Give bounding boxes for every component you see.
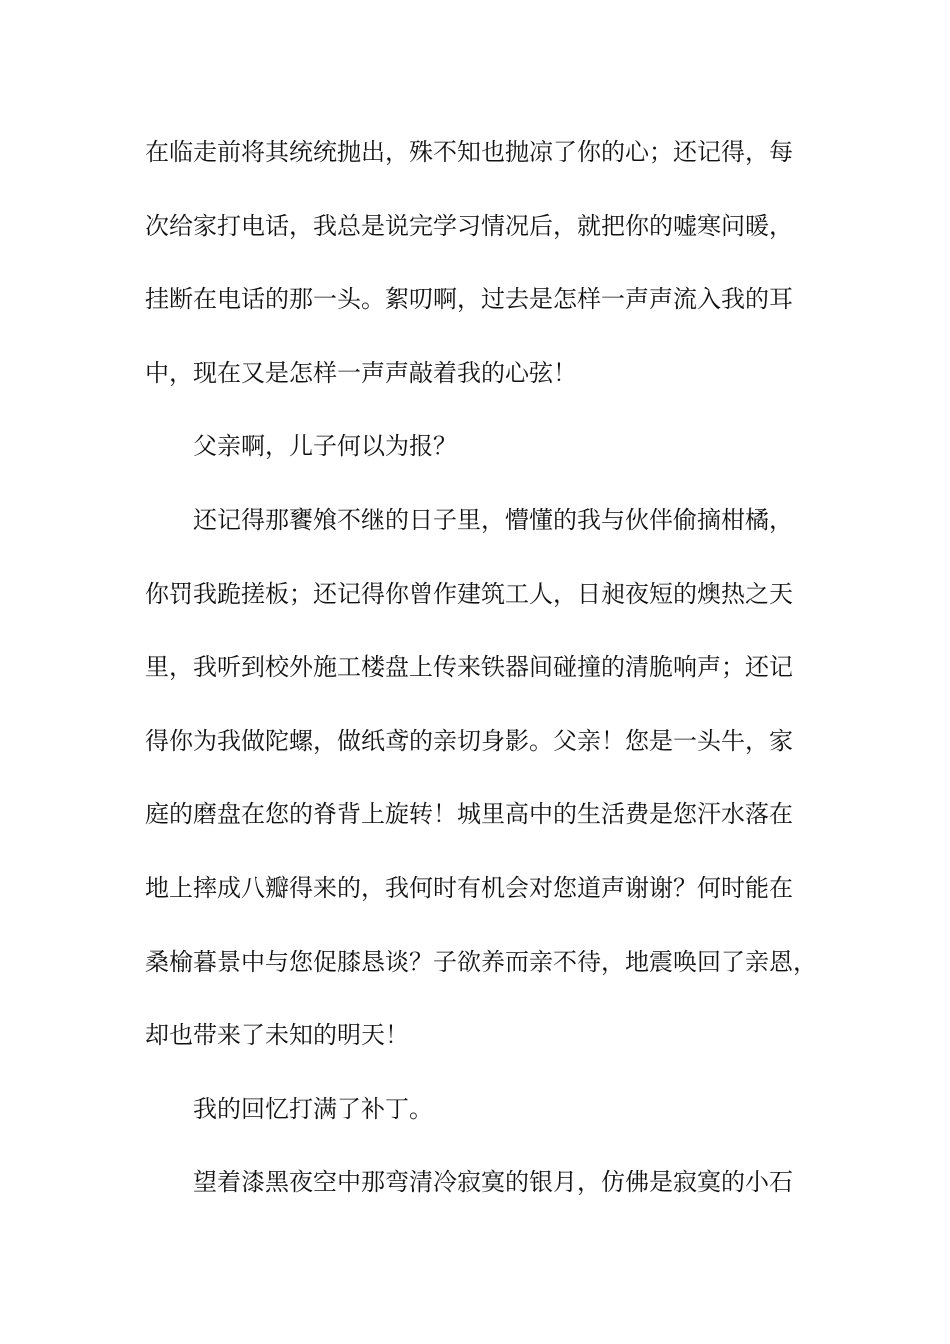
body-text	[145, 126, 845, 1230]
text-line: 得你为我做陀螺，做纸鸢的亲切身影。父亲！您是一头牛，家	[145, 726, 793, 755]
text-line: 桑榆暮景中与您促膝恳谈？子欲养而亲不待，地震唤回了亲恩，	[145, 947, 817, 976]
paragraph-start-line: 我的回忆打满了补丁。	[193, 1094, 433, 1123]
text-line: 次给家打电话，我总是说完学习情况后，就把你的嘘寒问暖，	[145, 211, 793, 240]
text-line: 你罚我跪搓板；还记得你曾作建筑工人，日昶夜短的燠热之天	[145, 579, 793, 608]
text-line: 挂断在电话的那一头。絮叨啊，过去是怎样一声声流入我的耳	[145, 285, 793, 314]
paragraph-start-line: 父亲啊，儿子何以为报？	[193, 432, 457, 461]
text-line: 庭的磨盘在您的脊背上旋转！城里高中的生活费是您汗水落在	[145, 800, 793, 829]
text-line: 地上摔成八瓣得来的，我何时有机会对您道声谢谢？何时能在	[145, 873, 793, 902]
text-line: 在临走前将其统统抛出，殊不知也抛凉了你的心；还记得，每	[145, 138, 793, 166]
paragraph-start-line: 望着漆黑夜空中那弯清冷寂寞的银月，仿佛是寂寞的小石	[193, 1168, 793, 1197]
text-line: 里，我听到校外施工楼盘上传来铁器间碰撞的清脆响声；还记	[145, 653, 793, 682]
text-line: 却也带来了未知的明天！	[145, 1021, 409, 1050]
text-line: 中，现在又是怎样一声声敲着我的心弦！	[145, 358, 577, 387]
paragraph-start-line: 还记得那饔飧不继的日子里，懵懂的我与伙伴偷摘柑橘，	[193, 505, 793, 534]
